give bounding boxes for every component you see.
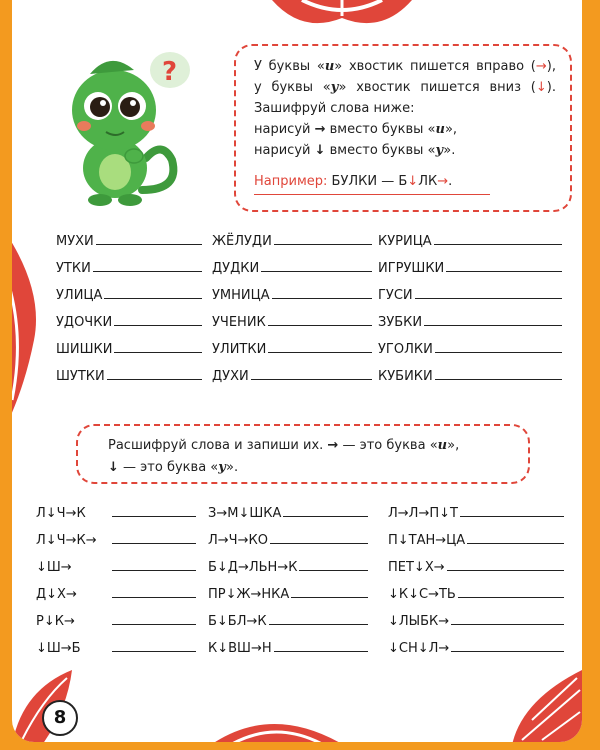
word-text: ↓Ш→Б (36, 641, 81, 656)
word-text: УГОЛКИ (378, 342, 433, 357)
answer-line[interactable] (447, 558, 564, 571)
text: », (444, 122, 458, 137)
word-text: Р↓К→ (36, 614, 75, 629)
word-text: КУРИЦА (378, 234, 432, 249)
word-text: ЖЁЛУДИ (212, 234, 272, 249)
word-text: ЗУБКИ (378, 315, 423, 330)
word-text: УЛИТКИ (212, 342, 267, 357)
rule-line-4 (254, 119, 556, 140)
encode-word-item (212, 367, 372, 387)
text: вместо буквы « (325, 143, 436, 158)
word-text: Б↓Д→ЛЬН→К (208, 560, 298, 575)
text: — это буква « (338, 438, 438, 453)
answer-line[interactable] (434, 232, 562, 245)
task-box (76, 424, 530, 484)
answer-line[interactable] (112, 504, 196, 517)
text: ». (443, 143, 456, 158)
encode-word-item (378, 286, 562, 306)
answer-line[interactable] (261, 259, 372, 272)
answer-line[interactable] (283, 504, 368, 517)
right-arrow-icon: → (535, 59, 547, 74)
answer-line[interactable] (114, 313, 202, 326)
down-arrow-icon: ↓ (407, 174, 419, 189)
decorative-leaf-top (262, 0, 422, 36)
decode-word-item (208, 558, 368, 578)
word-text: ИГРУШКИ (378, 261, 445, 276)
decode-word-item (388, 531, 564, 551)
rule-line-1 (254, 56, 556, 77)
text: ». (226, 460, 239, 475)
decorative-leaf-left (12, 230, 44, 430)
answer-line[interactable] (446, 259, 562, 272)
encode-word-item (378, 340, 562, 360)
word-text: ↓ЛЫБК→ (388, 614, 450, 629)
answer-line[interactable] (299, 558, 368, 571)
text: ЛК (418, 174, 438, 189)
encode-word-item (56, 313, 202, 333)
word-text: УЧЕНИК (212, 315, 266, 330)
answer-line[interactable] (272, 286, 372, 299)
encode-word-item (212, 286, 372, 306)
decode-word-item (388, 585, 564, 605)
letter: у (330, 80, 339, 95)
word-text: Д↓Х→ (36, 587, 77, 602)
decode-word-item (388, 504, 564, 524)
word-text: Л↓Ч→К→ (36, 533, 97, 548)
word-text: УМНИЦА (212, 288, 270, 303)
decode-word-item (36, 531, 196, 551)
text: вместо буквы « (325, 122, 436, 137)
encode-word-item (212, 232, 372, 252)
decorative-leaf-bottom-right (482, 650, 582, 742)
answer-line[interactable] (114, 340, 202, 353)
answer-line[interactable] (451, 639, 564, 652)
decode-word-item (208, 639, 368, 659)
text: » хвостик пишется вниз ( (338, 80, 536, 95)
answer-line[interactable] (424, 313, 562, 326)
encode-word-item (56, 232, 202, 252)
decode-word-item (208, 612, 368, 632)
encode-word-item (212, 340, 372, 360)
encode-word-item (378, 232, 562, 252)
word-text: З→М↓ШКА (208, 506, 282, 521)
word-text: ↓К↓С→ТЬ (388, 587, 456, 602)
decorative-leaf-bottom-center (212, 712, 342, 742)
word-text: Б↓БЛ→К (208, 614, 267, 629)
example-line (254, 171, 490, 195)
text: У буквы « (254, 59, 325, 74)
text: у буквы « (254, 80, 331, 95)
answer-line[interactable] (291, 585, 368, 598)
word-text: ↓СН↓Л→ (388, 641, 450, 656)
answer-line[interactable] (269, 612, 368, 625)
answer-line[interactable] (112, 612, 196, 625)
letter: у (435, 143, 444, 158)
decode-word-item (36, 639, 196, 659)
answer-line[interactable] (274, 639, 368, 652)
encode-word-item (56, 367, 202, 387)
rule-line-5 (254, 140, 556, 161)
answer-line[interactable] (268, 340, 372, 353)
workbook-page (12, 0, 582, 742)
encode-word-item (56, 286, 202, 306)
letter: и (437, 438, 448, 453)
rule-line-2 (254, 77, 556, 98)
word-text: ДУХИ (212, 369, 249, 384)
right-arrow-icon: → (437, 174, 449, 189)
text: ), (546, 59, 556, 74)
text: нарисуй (254, 122, 315, 137)
decode-word-item (36, 585, 196, 605)
word-text: ШИШКИ (56, 342, 113, 357)
word-text: ↓Ш→ (36, 560, 72, 575)
answer-line[interactable] (435, 367, 562, 380)
svg-text:?: ? (162, 57, 178, 87)
text: » хвостик пишется вправо ( (334, 59, 536, 74)
decode-word-item (36, 504, 196, 524)
word-text: П↓ТАН→ЦА (388, 533, 466, 548)
word-text: ГУСИ (378, 288, 413, 303)
answer-line[interactable] (460, 504, 564, 517)
decode-word-item (388, 558, 564, 578)
text: — это буква « (118, 460, 219, 475)
decode-word-item (208, 504, 368, 524)
down-arrow-icon: ↓ (314, 143, 326, 158)
encode-word-item (212, 313, 372, 333)
answer-line[interactable] (451, 612, 564, 625)
word-text: Л↓Ч→К (36, 506, 86, 521)
decode-word-item (208, 531, 368, 551)
encode-word-item (378, 313, 562, 333)
decode-word-item (36, 612, 196, 632)
encode-word-item (56, 259, 202, 279)
encode-word-item (378, 259, 562, 279)
encode-word-item (56, 340, 202, 360)
answer-line[interactable] (415, 286, 562, 299)
answer-line[interactable] (112, 558, 196, 571)
answer-line[interactable] (458, 585, 564, 598)
answer-line[interactable] (112, 639, 196, 652)
answer-line[interactable] (268, 313, 372, 326)
answer-line[interactable] (112, 531, 196, 544)
answer-line[interactable] (112, 585, 196, 598)
text: », (447, 438, 460, 453)
decode-word-item (388, 639, 564, 659)
answer-line[interactable] (435, 340, 562, 353)
word-text: ПР↓Ж→НКА (208, 587, 290, 602)
letter: и (324, 59, 335, 74)
word-text: УДОЧКИ (56, 315, 113, 330)
answer-line[interactable] (270, 531, 368, 544)
word-text: УТКИ (56, 261, 91, 276)
task-line-2 (108, 457, 510, 479)
letter: у (218, 460, 227, 475)
page-number: 8 (42, 700, 78, 736)
example-label: Например: (254, 174, 328, 189)
answer-line[interactable] (107, 367, 202, 380)
word-text: УЛИЦА (56, 288, 103, 303)
answer-line[interactable] (96, 232, 202, 245)
word-text: КУБИКИ (378, 369, 433, 384)
chameleon-illustration (50, 40, 200, 210)
word-text: ШУТКИ (56, 369, 105, 384)
decode-word-item (36, 558, 196, 578)
rule-line-3: Зашифруй слова ниже: (254, 101, 415, 116)
answer-line[interactable] (467, 531, 564, 544)
word-text: ДУДКИ (212, 261, 260, 276)
text: БУЛКИ — Б (327, 174, 408, 189)
text: . (448, 174, 453, 189)
answer-line[interactable] (274, 232, 372, 245)
answer-line[interactable] (104, 286, 202, 299)
down-arrow-icon: ↓ (535, 80, 547, 95)
text: нарисуй (254, 143, 315, 158)
text: Расшифруй слова и запиши их. (108, 438, 328, 453)
right-arrow-icon: → (314, 122, 326, 137)
word-text: Л→Ч→КО (208, 533, 268, 548)
answer-line[interactable] (93, 259, 202, 272)
encode-word-item (378, 367, 562, 387)
decode-word-item (388, 612, 564, 632)
word-text: Л→Л→П↓Т (388, 506, 458, 521)
task-line-1 (108, 435, 510, 457)
word-text: К↓ВШ→Н (208, 641, 272, 656)
text: ). (546, 80, 556, 95)
decode-word-item (208, 585, 368, 605)
word-text: МУХИ (56, 234, 94, 249)
rule-box (234, 44, 572, 212)
right-arrow-icon: → (327, 438, 339, 453)
down-arrow-icon: ↓ (108, 460, 119, 475)
encode-word-item (212, 259, 372, 279)
answer-line[interactable] (251, 367, 372, 380)
letter: и (435, 122, 445, 137)
word-text: ПЕТ↓Х→ (388, 560, 445, 575)
